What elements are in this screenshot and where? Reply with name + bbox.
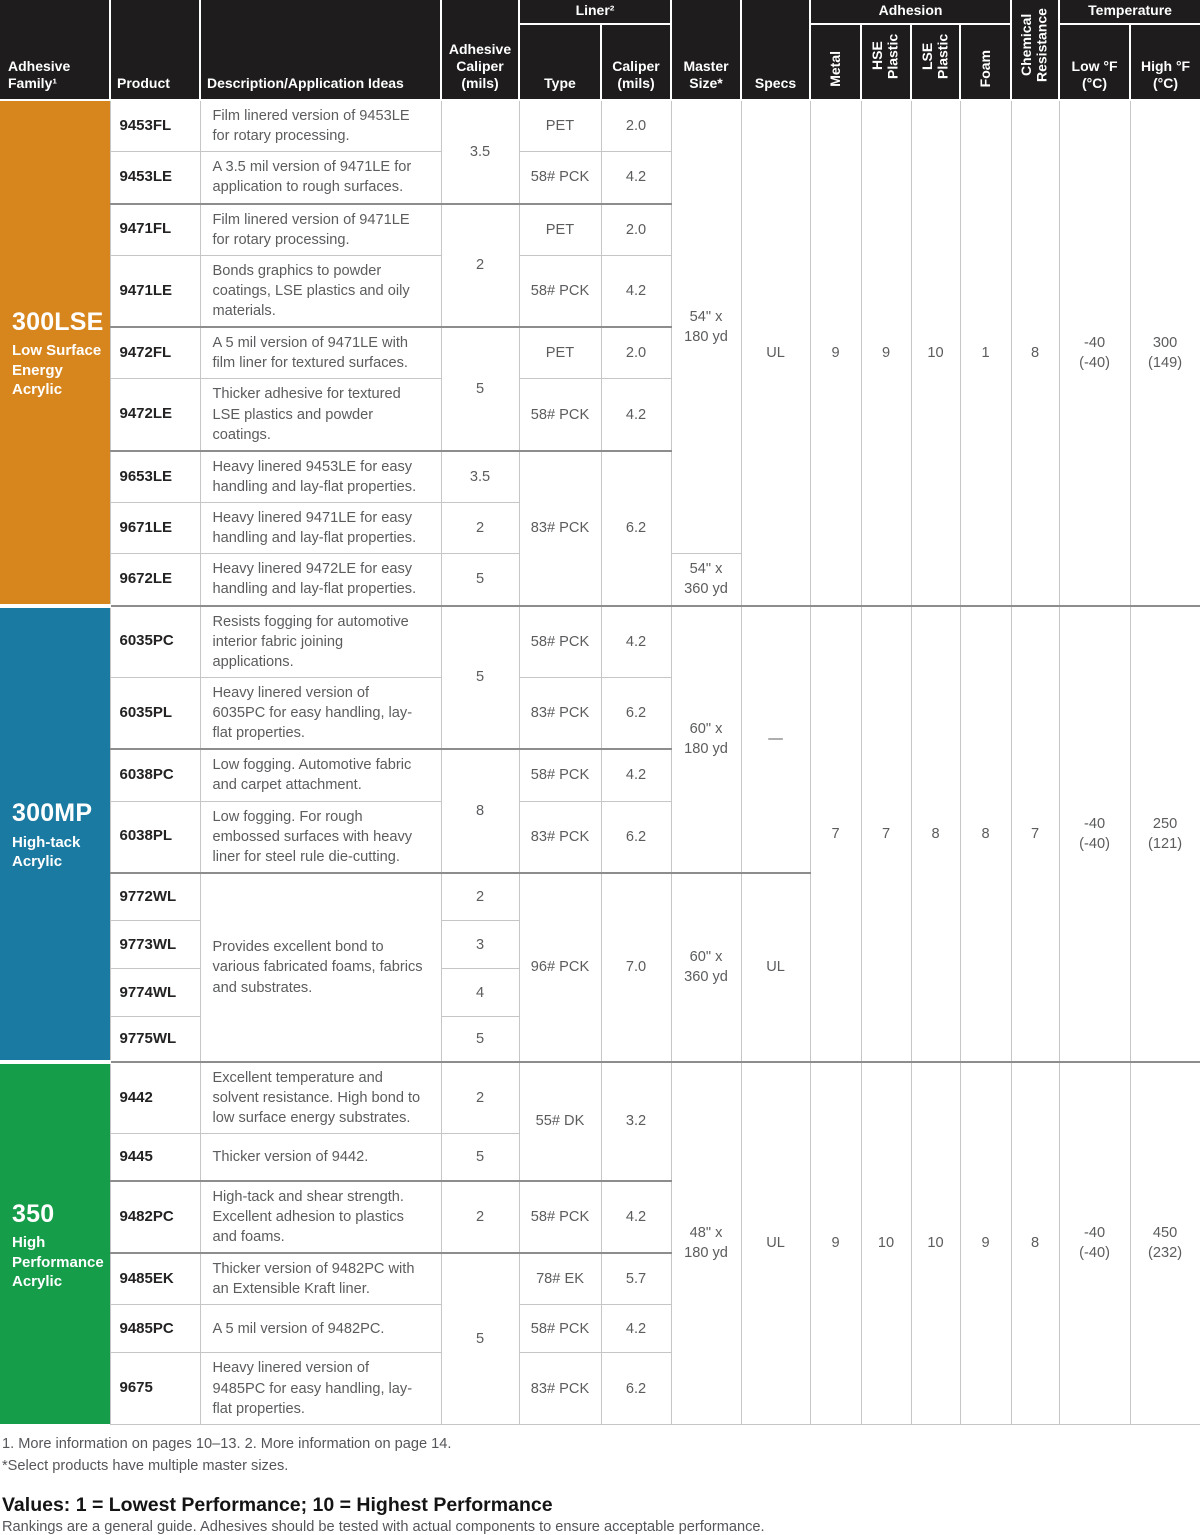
master-size-cell: 48" x 180 yd <box>671 1062 741 1424</box>
description-cell: Thicker adhesive for textured LSE plastics and powder coatings. <box>200 379 441 451</box>
specs-cell: UL <box>741 873 810 1062</box>
chemical-resistance-cell: 7 <box>1011 606 1059 1062</box>
col-header-specs: Specs <box>741 0 810 100</box>
product-cell: 6035PL <box>110 677 200 749</box>
adhesion-hse-cell: 10 <box>861 1062 911 1424</box>
footnote-master-sizes: *Select products have multiple master sizes. <box>2 1457 289 1474</box>
liner-caliper-cell: 4.2 <box>601 379 671 451</box>
col-header-hse-plastic <box>861 24 911 100</box>
caliper-cell: 5 <box>441 327 519 451</box>
product-cell: 9471FL <box>110 204 200 256</box>
master-size-cell: 60" x 360 yd <box>671 873 741 1062</box>
liner-caliper-cell: 4.2 <box>601 749 671 801</box>
liner-type-cell: 83# PCK <box>519 677 601 749</box>
description-cell: Bonds graphics to powder coatings, LSE plastics and oily materials. <box>200 255 441 327</box>
description-cell: Heavy linered version of 9485PC for easy handling, lay-flat properties. <box>200 1353 441 1424</box>
specs-cell: — <box>741 606 810 873</box>
specs-cell: UL <box>741 1062 810 1424</box>
product-cell: 9471LE <box>110 255 200 327</box>
chemical-resistance-cell: 8 <box>1011 100 1059 606</box>
col-header-master-size: Master Size* <box>671 0 741 100</box>
family-cell <box>0 1062 110 1424</box>
values-legend-heading: Values: 1 = Lowest Performance; 10 = Highest Performance <box>2 1493 553 1516</box>
master-size-cell: 54" x 180 yd <box>671 100 741 554</box>
col-header-lse-plastic <box>911 24 960 100</box>
liner-caliper-cell: 2.0 <box>601 204 671 256</box>
description-cell: Heavy linered 9453LE for easy handling and lay-flat properties. <box>200 451 441 503</box>
liner-type-cell: 58# PCK <box>519 152 601 204</box>
adhesion-lse-cell: 8 <box>911 606 960 1062</box>
temp-low-cell: -40 (-40) <box>1059 606 1130 1062</box>
liner-type-cell: 83# PCK <box>519 1353 601 1424</box>
liner-caliper-cell: 2.0 <box>601 100 671 152</box>
product-cell: 6038PC <box>110 749 200 801</box>
liner-caliper-cell: 4.2 <box>601 1181 671 1253</box>
product-cell: 9772WL <box>110 873 200 921</box>
caliper-cell: 5 <box>441 606 519 750</box>
liner-caliper-cell: 5.7 <box>601 1253 671 1305</box>
adhesion-foam-cell: 9 <box>960 1062 1011 1424</box>
temp-high-cell: 250 (121) <box>1130 606 1200 1062</box>
product-cell: 9445 <box>110 1134 200 1181</box>
liner-caliper-cell: 6.2 <box>601 451 671 606</box>
lse-plastic-label: LSE Plastic <box>918 33 951 79</box>
family-subtitle: High-tack Acrylic <box>12 833 81 871</box>
family-code: 300LSE <box>12 307 104 336</box>
description-cell: Provides excellent bond to various fabricated foams, fabrics and substrates. <box>200 873 441 1062</box>
description-cell: Film linered version of 9453LE for rotary processing. <box>200 100 441 152</box>
liner-caliper-cell: 2.0 <box>601 327 671 379</box>
caliper-cell: 5 <box>441 1253 519 1424</box>
group-header-temperature: Temperature <box>1059 0 1200 24</box>
chemical-resistance-cell: 8 <box>1011 1062 1059 1424</box>
caliper-cell: 4 <box>441 969 519 1017</box>
caliper-cell: 2 <box>441 873 519 921</box>
caliper-cell: 3.5 <box>441 100 519 204</box>
description-cell: Thicker version of 9482PC with an Extensible Kraft liner. <box>200 1253 441 1305</box>
description-cell: A 3.5 mil version of 9471LE for application to rough surfaces. <box>200 152 441 204</box>
col-header-liner-caliper: Caliper (mils) <box>601 24 671 100</box>
description-cell: Excellent temperature and solvent resistance. High bond to low surface energy substrates. <box>200 1062 441 1134</box>
adhesion-metal-cell: 9 <box>810 100 861 606</box>
metal-label: Metal <box>826 51 843 87</box>
caliper-cell: 5 <box>441 1017 519 1062</box>
liner-type-cell: 58# PCK <box>519 379 601 451</box>
liner-type-cell: 58# PCK <box>519 606 601 678</box>
hse-plastic-label: HSE Plastic <box>869 33 902 79</box>
product-cell: 9671LE <box>110 503 200 554</box>
temp-high-cell: 300 (149) <box>1130 100 1200 606</box>
description-cell: Resists fogging for automotive interior fabric joining applications. <box>200 606 441 678</box>
liner-caliper-cell: 4.2 <box>601 152 671 204</box>
adhesion-metal-cell: 9 <box>810 1062 861 1424</box>
chemical-resistance-label: Chemical Resistance <box>1018 8 1051 82</box>
liner-caliper-cell: 4.2 <box>601 606 671 678</box>
family-subtitle: Low Surface Energy Acrylic <box>12 342 102 399</box>
description-cell: Heavy linered version of 6035PC for easy handling, lay-flat properties. <box>200 677 441 749</box>
caliper-cell: 5 <box>441 554 519 606</box>
product-cell: 9453FL <box>110 100 200 152</box>
product-cell: 9773WL <box>110 921 200 969</box>
values-legend-note: Rankings are a general guide. Adhesives should be tested with actual components to ensure acceptable performance. <box>2 1518 765 1535</box>
table-header <box>0 0 1200 100</box>
liner-type-cell: PET <box>519 327 601 379</box>
caliper-cell: 3 <box>441 921 519 969</box>
liner-caliper-cell: 7.0 <box>601 873 671 1062</box>
family-code: 350 <box>12 1199 55 1228</box>
product-cell: 9675 <box>110 1353 200 1424</box>
liner-caliper-cell: 6.2 <box>601 1353 671 1424</box>
caliper-cell: 2 <box>441 1062 519 1134</box>
caliper-cell: 2 <box>441 503 519 554</box>
col-header-temp-high: High °F (°C) <box>1130 24 1200 100</box>
liner-caliper-cell: 4.2 <box>601 255 671 327</box>
family-subtitle: High Performance Acrylic <box>12 1234 104 1291</box>
family-cell <box>0 606 110 1062</box>
group-header-liner: Liner² <box>519 0 671 24</box>
description-cell: A 5 mil version of 9482PC. <box>200 1305 441 1353</box>
product-cell: 9482PC <box>110 1181 200 1253</box>
description-cell: Low fogging. For rough embossed surfaces with heavy liner for steel rule die-cutting. <box>200 801 441 873</box>
col-header-adhesive-family: Adhesive Family¹ <box>0 0 110 100</box>
adhesion-lse-cell: 10 <box>911 1062 960 1424</box>
product-cell: 9775WL <box>110 1017 200 1062</box>
description-cell: Heavy linered 9471LE for easy handling and lay-flat properties. <box>200 503 441 554</box>
col-header-description: Description/Application Ideas <box>200 0 441 100</box>
description-cell: Thicker version of 9442. <box>200 1134 441 1181</box>
description-cell: High-tack and shear strength. Excellent adhesion to plastics and foams. <box>200 1181 441 1253</box>
family-cell <box>0 100 110 606</box>
temp-low-cell: -40 (-40) <box>1059 100 1130 606</box>
master-size-cell: 54" x 360 yd <box>671 554 741 606</box>
liner-type-cell: 58# PCK <box>519 749 601 801</box>
liner-type-cell: 83# PCK <box>519 451 601 606</box>
caliper-cell: 2 <box>441 1181 519 1253</box>
description-cell: A 5 mil version of 9471LE with film liner for textured surfaces. <box>200 327 441 379</box>
family-section-300mp <box>0 606 1200 1062</box>
family-code: 300MP <box>12 799 93 828</box>
liner-type-cell: 58# PCK <box>519 1305 601 1353</box>
caliper-cell: 3.5 <box>441 451 519 503</box>
product-cell: 6038PL <box>110 801 200 873</box>
description-cell: Film linered version of 9471LE for rotary processing. <box>200 204 441 256</box>
adhesion-hse-cell: 7 <box>861 606 911 1062</box>
description-cell: Low fogging. Automotive fabric and carpet attachment. <box>200 749 441 801</box>
col-header-metal <box>810 24 861 100</box>
liner-caliper-cell: 6.2 <box>601 801 671 873</box>
col-header-temp-low: Low °F (°C) <box>1059 24 1130 100</box>
product-cell: 9653LE <box>110 451 200 503</box>
liner-type-cell: 78# EK <box>519 1253 601 1305</box>
foam-label: Foam <box>976 49 993 87</box>
liner-type-cell: PET <box>519 100 601 152</box>
adhesion-hse-cell: 9 <box>861 100 911 606</box>
liner-type-cell: 58# PCK <box>519 255 601 327</box>
master-size-cell: 60" x 180 yd <box>671 606 741 873</box>
product-cell: 9472LE <box>110 379 200 451</box>
liner-caliper-cell: 6.2 <box>601 677 671 749</box>
footnotes <box>2 1434 1200 1478</box>
liner-type-cell: 83# PCK <box>519 801 601 873</box>
liner-type-cell: PET <box>519 204 601 256</box>
product-cell: 9485PC <box>110 1305 200 1353</box>
caliper-cell: 2 <box>441 204 519 328</box>
caliper-cell: 5 <box>441 1134 519 1181</box>
adhesion-metal-cell: 7 <box>810 606 861 1062</box>
family-section-350 <box>0 1062 1200 1424</box>
liner-type-cell: 55# DK <box>519 1062 601 1181</box>
product-cell: 9453LE <box>110 152 200 204</box>
product-cell: 6035PC <box>110 606 200 678</box>
product-cell: 9442 <box>110 1062 200 1134</box>
group-header-adhesion: Adhesion <box>810 0 1011 24</box>
product-cell: 9774WL <box>110 969 200 1017</box>
caliper-cell: 8 <box>441 749 519 873</box>
col-header-adhesive-caliper: Adhesive Caliper (mils) <box>441 0 519 100</box>
temp-high-cell: 450 (232) <box>1130 1062 1200 1424</box>
liner-caliper-cell: 3.2 <box>601 1062 671 1181</box>
col-header-foam <box>960 24 1011 100</box>
col-header-product: Product <box>110 0 200 100</box>
temp-low-cell: -40 (-40) <box>1059 1062 1130 1424</box>
col-header-liner-type: Type <box>519 24 601 100</box>
liner-type-cell: 96# PCK <box>519 873 601 1062</box>
col-header-chemical-resistance <box>1011 0 1059 100</box>
adhesion-lse-cell: 10 <box>911 100 960 606</box>
product-cell: 9672LE <box>110 554 200 606</box>
liner-caliper-cell: 4.2 <box>601 1305 671 1353</box>
description-cell: Heavy linered 9472LE for easy handling and lay-flat properties. <box>200 554 441 606</box>
adhesion-foam-cell: 1 <box>960 100 1011 606</box>
product-cell: 9472FL <box>110 327 200 379</box>
liner-type-cell: 58# PCK <box>519 1181 601 1253</box>
product-cell: 9485EK <box>110 1253 200 1305</box>
footnote-pages: 1. More information on pages 10–13. 2. More information on page 14. <box>2 1435 452 1452</box>
adhesion-foam-cell: 8 <box>960 606 1011 1062</box>
family-section-300lse <box>0 100 1200 606</box>
specs-cell: UL <box>741 100 810 606</box>
